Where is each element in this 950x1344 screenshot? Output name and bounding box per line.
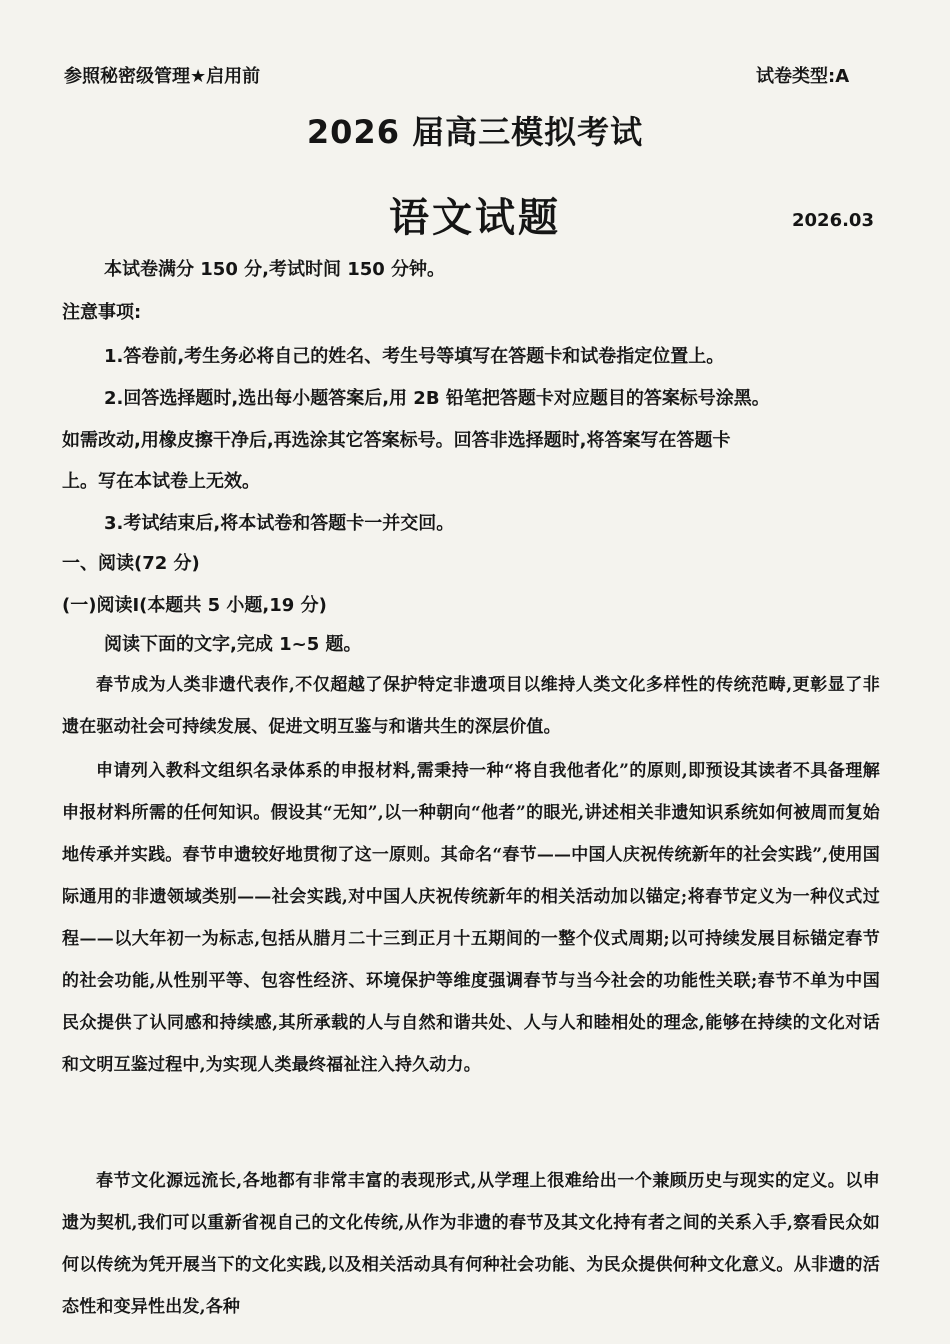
paper-type-label: 试卷类型:A <box>756 66 850 87</box>
note-item: 如需改动,用橡皮擦干净后,再选涂其它答案标号。回答非选择题时,将答案写在答题卡 <box>62 430 731 451</box>
subject-title: 语文试题 <box>389 195 561 241</box>
note-item: 1.答卷前,考生务必将自己的姓名、考生号等填写在答题卡和试卷指定位置上。 <box>104 346 725 367</box>
subsection-heading: (一)阅读Ⅰ(本题共 5 小题,19 分) <box>62 595 327 616</box>
note-item: 上。写在本试卷上无效。 <box>62 471 260 492</box>
score-info: 本试卷满分 150 分,考试时间 150 分钟。 <box>104 259 446 280</box>
reading-instruction: 阅读下面的文字,完成 1~5 题。 <box>104 634 362 655</box>
notes-heading: 注意事项: <box>62 302 142 323</box>
bleed-through-shadow <box>0 150 950 172</box>
section-heading: 一、阅读(72 分) <box>62 553 200 574</box>
note-item: 2.回答选择题时,选出每小题答案后,用 2B 铅笔把答题卡对应题目的答案标号涂黑。 <box>104 388 770 409</box>
passage-paragraph-1: 春节成为人类非遗代表作,不仅超越了保护特定非遗项目以维持人类文化多样性的传统范畴,更彰显了非遗在驱动社会可持续发展、促进文明互鉴与和谐共生的深层价值。 <box>62 675 880 737</box>
passage-paragraph-3: 春节文化源远流长,各地都有非常丰富的表现形式,从学理上很难给出一个兼顾历史与现实的定义。以申遗为契机,我们可以重新省视自己的文化传统,从作为非遗的春节及其文化持有者之间的关系入手,察看民众如何以传统为凭开展当下的文化实践,以及相关活动具有何种社会功能、为民众提供何种文化意义。从非遗的活态性和变异性出发,各种 <box>62 1171 880 1317</box>
exam-date: 2026.03 <box>792 210 874 231</box>
confidentiality-label: 参照秘密级管理★启用前 <box>64 66 261 87</box>
passage-paragraph-2: 申请列入教科文组织名录体系的申报材料,需秉持一种“将自我他者化”的原则,即预设其读者不具备理解申报材料所需的任何知识。假设其“无知”,以一种朝向“他者”的眼光,讲述相关非遗知识系统如何被周而复始地传承并实践。春节申遗较好地贯彻了这一原则。其命名“春节——中国人庆祝传统新年的社会实践”,使用国际通用的非遗领域类别——社会实践,对中国人庆祝传统新年的相关活动加以锚定;将春节定义为一种仪式过程——以大年初一为标志,包括从腊月二十三到正月十五期间的一整个仪式周期;以可持续发展目标锚定春节的社会功能,从性别平等、包容性经济、环境保护等维度强调春节与当今社会的功能性关联;春节不单为中国民众提供了认同感和持续感,其所承载的人与自然和谐共处、人与人和睦相处的理念,能够在持续的文化对话和文明互鉴过程中,为实现人类最终福祉注入持久动力。 <box>62 761 880 1075</box>
note-item: 3.考试结束后,将本试卷和答题卡一并交回。 <box>104 513 455 534</box>
exam-title: 2026 届高三模拟考试 <box>306 113 644 151</box>
